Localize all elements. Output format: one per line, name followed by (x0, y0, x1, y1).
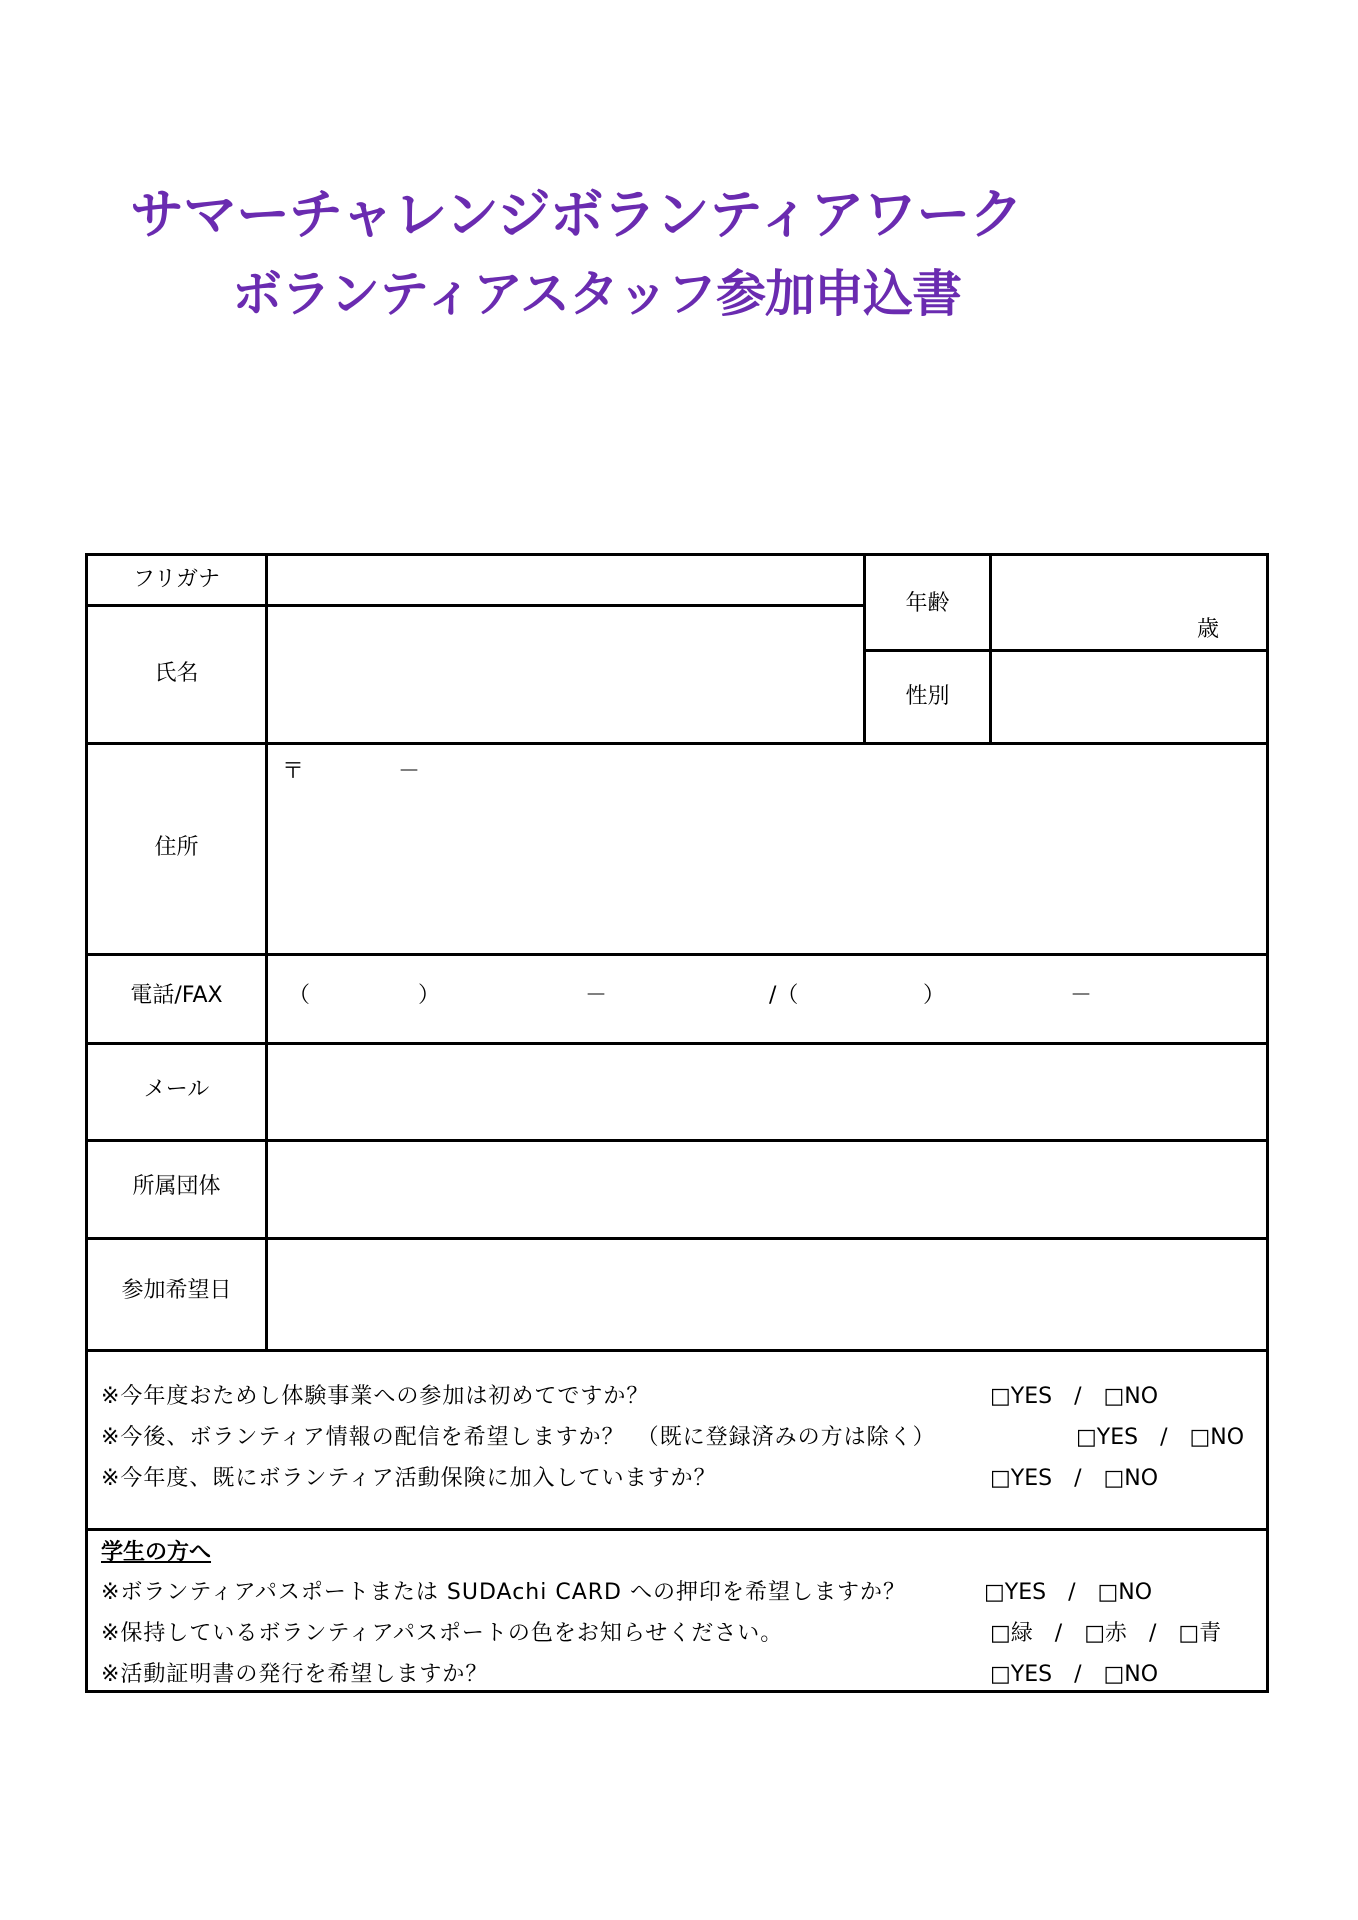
students-heading: 学生の方へ (101, 1540, 212, 1565)
form-title: サマーチャレンジボランティアワーク (130, 183, 1023, 246)
furigana-divider (88, 604, 866, 607)
age-gender-divider (863, 649, 1269, 652)
question-newsletter: ※今後、ボランティア情報の配信を希望しますか？ （既に登録済みの方は除く） (101, 1425, 936, 1450)
question-insurance: ※今年度、既にボランティア活動保険に加入していますか？ (101, 1466, 717, 1491)
questions-divider (88, 1528, 1269, 1531)
question-certificate: ※活動証明書の発行を希望しますか？ (101, 1662, 489, 1687)
question-passport-color: ※保持しているボランティアパスポートの色をお知らせください。 (101, 1621, 784, 1646)
fax-close-paren: ） (923, 983, 946, 1008)
dates-row-divider (88, 1349, 1269, 1352)
email-row-divider (88, 1139, 1269, 1142)
fax-dash: － (1070, 983, 1093, 1008)
form-subtitle: ボランティアスタッフ参加申込書 (232, 265, 961, 323)
fax-separator: /（ (769, 983, 799, 1008)
question-passport-color-options[interactable]: □緑 / □赤 / □青 (990, 1621, 1222, 1646)
question-newsletter-options[interactable]: □YES / □NO (1076, 1425, 1245, 1450)
email-label: メール (143, 1077, 210, 1102)
question-certificate-options[interactable]: □YES / □NO (990, 1662, 1159, 1687)
phone-close-paren: ） (418, 983, 441, 1008)
question-passport-stamp: ※ボランティアパスポートまたは SUDAchi CARD への押印を希望しますか？ (101, 1580, 906, 1605)
question-first-time: ※今年度おためし体験事業への参加は初めてですか？ (101, 1384, 650, 1409)
postal-mark: 〒 (282, 759, 305, 784)
question-first-time-options[interactable]: □YES / □NO (990, 1384, 1159, 1409)
gender-label: 性別 (905, 684, 950, 709)
organization-label: 所属団体 (132, 1174, 221, 1199)
phone-open-paren: （ (288, 983, 311, 1008)
dates-label: 参加希望日 (121, 1278, 232, 1303)
application-form (85, 553, 1269, 1693)
name-row-divider (88, 742, 1269, 745)
phone-label: 電話/FAX (130, 983, 223, 1008)
question-passport-stamp-options[interactable]: □YES / □NO (984, 1580, 1153, 1605)
name-label: 氏名 (154, 661, 199, 686)
postal-dash: － (398, 759, 421, 784)
address-label: 住所 (154, 835, 199, 860)
address-row-divider (88, 953, 1269, 956)
furigana-label: フリガナ (133, 567, 220, 592)
phone-dash: － (585, 983, 608, 1008)
phone-row-divider (88, 1042, 1269, 1045)
organization-row-divider (88, 1237, 1269, 1240)
question-insurance-options[interactable]: □YES / □NO (990, 1466, 1159, 1491)
age-unit: 歳 (1197, 617, 1220, 642)
age-label: 年齢 (905, 591, 950, 616)
